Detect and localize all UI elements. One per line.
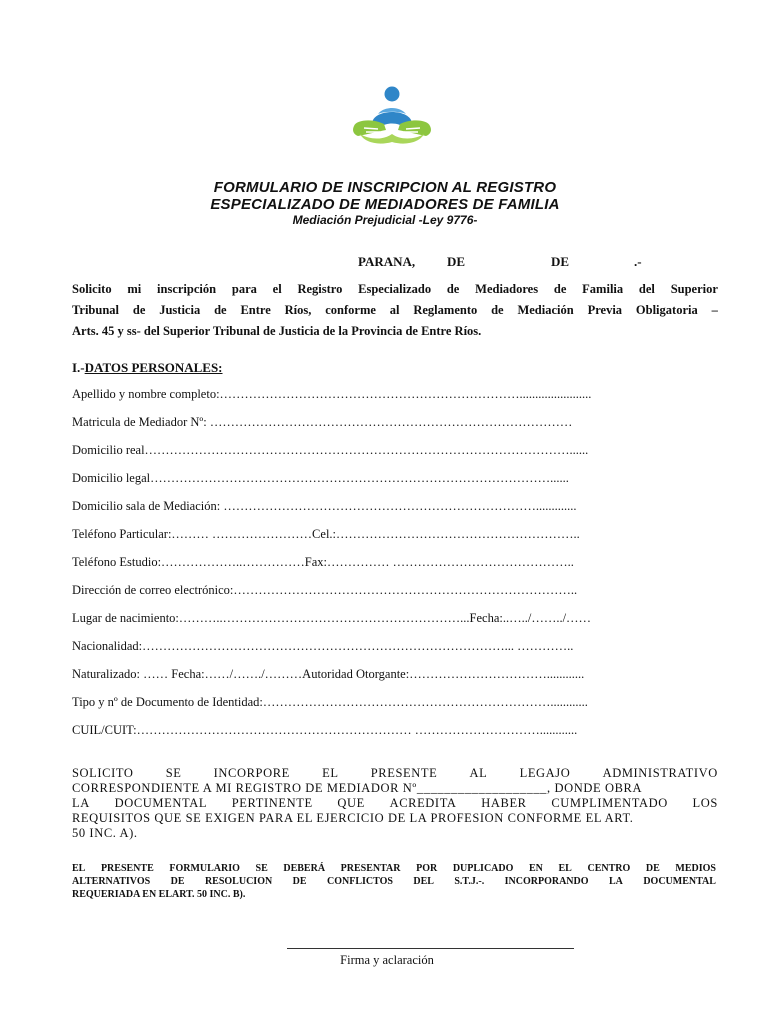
form-field-9[interactable]: Nacionalidad:……………………………………………………………………………... ………….. [72,639,574,653]
note.line1-word: SE [255,863,268,874]
solicito.line3-word: LOS [692,796,718,810]
solicito.line3-word: HABER [481,796,527,810]
intro.line2-word: de [214,303,227,317]
request-paragraph [72,766,718,841]
request-line2 [72,781,718,796]
solicito.line1-word: AL [469,766,488,780]
solicito.line1-word: PRESENTE [370,766,438,780]
request-line5: 50 INC. A). [72,826,138,840]
note.line2-word: LA [608,876,623,887]
form-field-12[interactable]: CUIL/CUIT:………………………………………………………… …………………………............ [72,723,578,737]
form-field-3[interactable]: Domicilio legal……………………………………………………………………………………...... [72,471,569,485]
note.line2-word: S.T.J.-. [454,876,485,887]
intro.line1-word: para [231,282,257,296]
intro.line2-word: Entre [240,303,271,317]
date-line [0,254,770,270]
intro.line2-word: de [132,303,146,317]
note.line2-word: INCORPORANDO [504,876,589,887]
intro.line1-word: Familia [582,282,624,296]
form-field-8[interactable]: Lugar de nacimiento:………..…………………………………………………...Fecha:..…../……../…… [72,611,592,625]
note.line2-word: DEL [413,876,434,887]
note-line3: REQUERIADA EN ELART. 50 INC. B). [72,889,246,900]
note-line2 [72,875,716,888]
note.line2-word: RESOLUCION [204,876,273,887]
intro.line1-word: el [272,282,282,296]
note.line2-word: CONFLICTOS [326,876,393,887]
form-title-line1: FORMULARIO DE INSCRIPCION AL REGISTRO [213,179,557,196]
note.line1-word: EL [558,863,572,874]
solicito.line3-word: PERTINENTE [231,796,313,810]
intro.line2-word: – [711,303,718,317]
intro.line1-word: de [446,282,460,296]
note.line2-word: DE [170,876,185,887]
intro.line1-word: Solicito [72,282,112,296]
family-mediation-logo-icon [350,84,434,154]
form-field-7[interactable]: Dirección de correo electrónico:……………………………………………………………………….. [72,583,578,597]
intro.line1-word: Superior [670,282,718,296]
intro.line1-word: mi [127,282,142,296]
solicito.line2-word: CORRESPONDIENTE A MI REGISTRO DE MEDIADOR Nº___________________, DONDE OBRA [72,781,643,795]
intro.line2-word: Ríos, [284,303,312,317]
date-end: .- [634,254,642,269]
intro.line2-word: Previa [587,303,623,317]
solicito.line3-word: ACREDITA [389,796,457,810]
signature-label: Firma y aclaración [340,953,434,967]
note.line1-word: DUPLICADO [452,863,514,874]
intro.line2-word: Reglamento [413,303,478,317]
intro.line2-word: Obligatoria [635,303,698,317]
solicito.line3-word: DOCUMENTAL [114,796,208,810]
form-title-line2: ESPECIALIZADO DE MEDIADORES DE FAMILIA [210,196,560,213]
solicito.line1-word: SOLICITO [72,766,134,780]
intro.line1-word: Registro [297,282,343,296]
solicito.line1-word: EL [322,766,339,780]
date-city: PARANA, [358,254,416,269]
intro.line1-word: de [553,282,567,296]
request-line3 [72,796,718,811]
form-field-2[interactable]: Domicilio real…………………………………………………………………………………………...... [72,443,589,457]
solicito.line1-word: LEGAJO [519,766,571,780]
note.line1-word: FORMULARIO [169,863,240,874]
solicito.line1-word: ADMINISTRATIVO [602,766,718,780]
intro-line2 [72,303,718,318]
solicito.line3-word: QUE [337,796,365,810]
intro.line2-word: Justicia [159,303,201,317]
intro-line1 [72,282,718,297]
form-field-1[interactable]: Matricula de Mediador Nº: …………………………………………………………………………… [72,415,573,429]
intro-line3: Arts. 45 y ss- del Superior Tribunal de Justicia de la Provincia de Entre Ríos. [72,324,482,338]
form-field-10[interactable]: Naturalizado: …… Fecha:……/……./………Autoridad Otorgante:……………………………............ [72,667,585,681]
note.line2-word: DOCUMENTAL [643,876,716,887]
section-heading [72,360,223,376]
note.line1-word: DEBERÁ [283,863,326,874]
intro.line2-word: conforme [325,303,376,317]
solicito.line3-word: LA [72,796,90,810]
note.line2-word: DE [292,876,307,887]
intro.line1-word: Mediadores [475,282,539,296]
section-number: I.- [72,360,85,375]
section-title: DATOS PERSONALES: [84,360,223,375]
intro.line1-word: del [638,282,655,296]
note.line1-word: PRESENTAR [340,863,401,874]
form-field-5[interactable]: Teléfono Particular:……… ……………………Cel.:………………………………………………….. [72,527,580,541]
form-field-0[interactable]: Apellido y nombre completo:………………………………………………………………....................... [72,387,592,401]
request-line1 [72,766,718,781]
intro.line2-word: Tribunal [72,303,120,317]
note.line1-word: DE [645,863,660,874]
note.line1-word: EL [72,863,86,874]
form-field-11[interactable]: Tipo y nº de Documento de Identidad:……………………………………………………………............ [72,695,588,709]
signature-line [287,948,574,949]
note.line1-word: EN [529,863,543,874]
note.line1-word: PRESENTE [100,863,154,874]
intro.line1-word: inscripción [157,282,217,296]
form-field-4[interactable]: Domicilio sala de Mediación: …………………………………………………………………............. [72,499,577,513]
intro.line2-word: Mediación [517,303,574,317]
note.line1-word: MEDIOS [675,863,716,874]
date-de-year: DE [551,254,570,269]
note-line1 [72,862,716,875]
note.line2-word: ALTERNATIVOS [72,876,151,887]
form-field-6[interactable]: Teléfono Estudio:………………..……………Fax:…………… …………………………………….. [72,555,574,569]
date-de-month: DE [447,254,466,269]
intro.line1-word: Especializado [358,282,432,296]
solicito.line1-word: SE [165,766,182,780]
note.line1-word: POR [416,863,438,874]
submission-note [72,862,716,901]
note.line1-word: CENTRO [587,863,631,874]
intro.line2-word: al [389,303,400,317]
logo [350,84,434,154]
intro.line2-word: de [491,303,504,317]
solicito.line1-word: INCORPORE [213,766,290,780]
request-line4: REQUISITOS QUE SE EXIGEN PARA EL EJERCICIO DE LA PROFESION CONFORME EL ART. [72,811,634,825]
solicito.line3-word: CUMPLIMENTADO [551,796,668,810]
form-subtitle: Mediación Prejudicial -Ley 9776- [292,213,478,227]
